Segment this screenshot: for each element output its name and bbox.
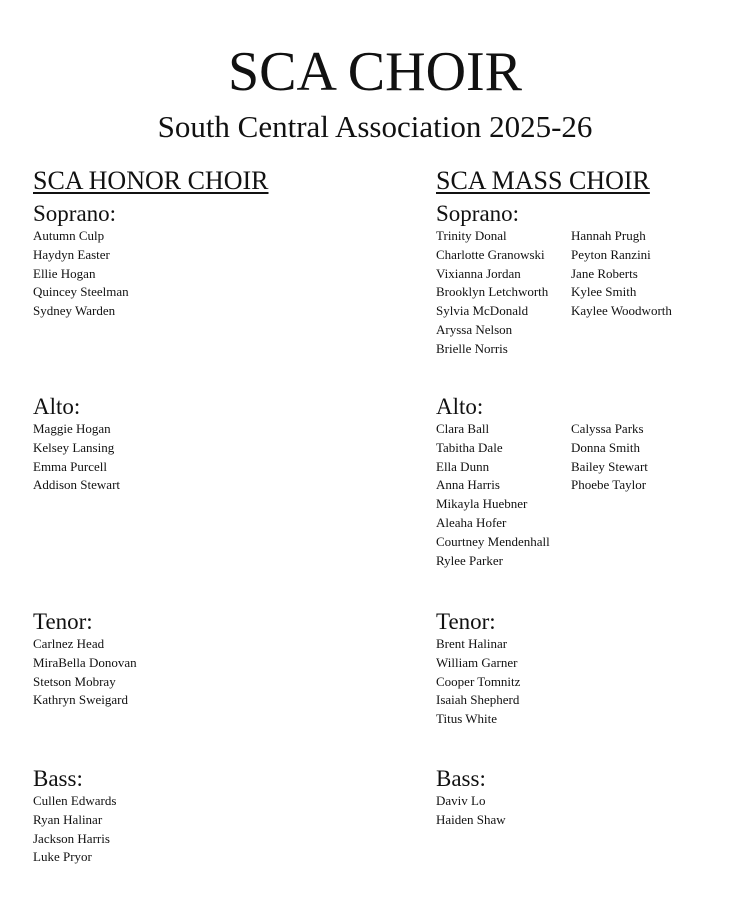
honor-bass-section [33,766,116,867]
name-column [571,227,672,321]
member-name: Ellie Hogan [33,265,96,281]
member-name: Luke Pryor [33,849,92,865]
member-name: Autumn Culp [33,228,105,243]
name-column [33,420,120,495]
honor-choir-heading: SCA HONOR CHOIR [33,166,269,195]
name-columns [436,792,506,830]
name-column [571,420,648,495]
member-name: Sylvia McDonald [436,303,529,319]
name-column [33,635,137,710]
member-name: Maggie Hogan [33,421,111,436]
member-name: Donna Smith [571,439,640,455]
member-name: Brooklyn Letchworth [436,284,549,300]
member-name: MiraBella Donovan [33,654,137,670]
voice-part-label: Soprano: [33,201,117,226]
member-name: Jane Roberts [571,265,638,281]
member-name: Calyssa Parks [571,421,644,436]
member-name: Cooper Tomnitz [436,673,521,689]
name-columns [436,635,520,729]
voice-part-label: Bass: [33,766,83,791]
member-name: Courtney Mendenhall [436,533,550,549]
mass-soprano-section [436,201,672,359]
document-subtitle: South Central Association 2025-26 [157,109,593,144]
member-name: Brielle Norris [436,340,508,356]
member-name: Quincey Steelman [33,284,129,300]
member-name: Phoebe Taylor [571,477,647,493]
member-name: Aleaha Hofer [436,514,507,530]
member-name: Cullen Edwards [33,793,117,808]
member-name: Trinity Donal [436,228,507,243]
voice-part-label: Soprano: [436,201,520,226]
mass-alto-section [436,394,648,570]
member-name: Kelsey Lansing [33,439,115,455]
member-name: Daviv Lo [436,793,486,808]
member-name: Kaylee Woodworth [571,303,672,319]
member-name: Haiden Shaw [436,811,506,827]
member-name: Aryssa Nelson [436,321,513,337]
voice-part-label: Tenor: [33,609,93,634]
voice-part-label: Alto: [33,394,81,419]
mass-bass-section [436,766,506,830]
mass-tenor-section [436,609,520,729]
member-name: Kathryn Sweigard [33,692,128,708]
name-column [436,420,550,570]
member-name: Hannah Prugh [571,228,646,243]
member-name: Carlnez Head [33,636,105,651]
member-name: Vixianna Jordan [436,265,521,281]
member-name: Emma Purcell [33,458,108,474]
member-name: Ella Dunn [436,458,490,474]
member-name: Bailey Stewart [571,458,648,474]
name-columns [436,227,672,359]
member-name: William Garner [436,654,518,670]
member-name: Mikayla Huebner [436,496,528,512]
name-column [33,792,116,867]
member-name: Peyton Ranzini [571,246,651,262]
voice-part-label: Tenor: [436,609,496,634]
voice-part-label: Alto: [436,394,484,419]
name-columns [436,420,648,570]
name-columns [33,792,116,867]
honor-alto-section [33,394,120,495]
name-column [436,227,548,359]
member-name: Anna Harris [436,477,500,493]
member-name: Charlotte Granowski [436,246,545,262]
member-name: Isaiah Shepherd [436,692,520,708]
member-name: Stetson Mobray [33,673,116,689]
name-column [436,792,506,830]
name-columns [33,420,120,495]
member-name: Kylee Smith [571,284,637,300]
member-name: Tabitha Dale [436,439,503,455]
member-name: Sydney Warden [33,303,116,319]
member-name: Rylee Parker [436,552,503,568]
member-name: Haydyn Easter [33,246,110,262]
name-column [436,635,520,729]
member-name: Brent Halinar [436,636,508,651]
mass-choir-heading: SCA MASS CHOIR [436,166,650,195]
honor-tenor-section [33,609,137,710]
member-name: Jackson Harris [33,830,110,846]
honor-soprano-section [33,201,129,321]
member-name: Clara Ball [436,421,490,436]
name-columns [33,635,137,710]
member-name: Titus White [436,711,498,727]
member-name: Ryan Halinar [33,811,103,827]
member-name: Addison Stewart [33,477,121,493]
name-columns [33,227,129,321]
voice-part-label: Bass: [436,766,486,791]
name-column [33,227,129,321]
document-title: SCA CHOIR [227,41,523,103]
